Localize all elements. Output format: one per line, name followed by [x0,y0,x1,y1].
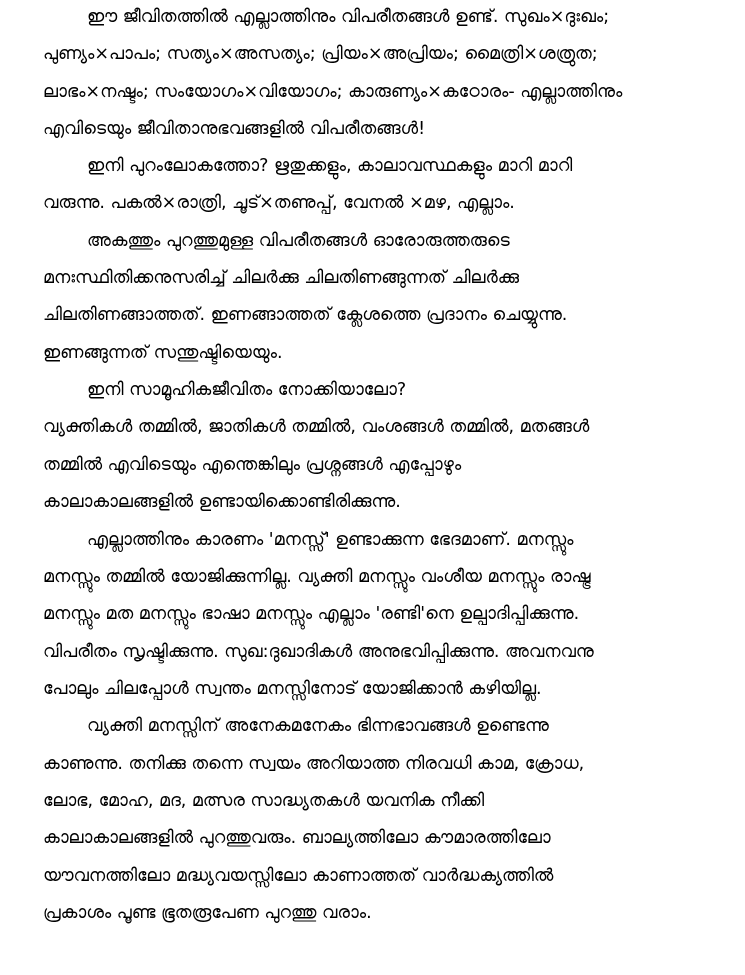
paragraph-7-line-4: കാലാകാലങ്ങളിൽ പുറത്തുവരും. ബാല്യത്തിലോ കൗമാരത്തിലോ [43,828,551,848]
paragraph-3-line-3: ചിലതിണങ്ങാത്തത്. ഇണങ്ങാത്തത് ക്ലേശത്തെ പ്രദാനം ചെയ്യുന്നു. [43,305,568,325]
paragraph-1-line-4: എവിടെയും ജീവിതാനുഭവങ്ങളിൽ വിപരീതങ്ങൾ! [43,119,426,139]
paragraph-7-line-6: പ്രകാശം പൂണ്ട ഭൂതരൂപേണ പുറത്തു വരാം. [43,903,372,923]
paragraph-3-line-4: ഇണങ്ങുന്നത് സന്തുഷ്ടിയെയും. [43,343,283,363]
paragraph-1-line-1: ഈ ജീവിതത്തിൽ എല്ലാത്തിനും വിപരീതങ്ങൾ ഉണ്ട്. സുഖം×ദുഃഖം; [87,7,610,27]
paragraph-7-line-5: യൗവനത്തിലോ മദ്ധ്യവയസ്സിലോ കാണാത്തത് വാർദ്ധക്യത്തിൽ [43,866,554,886]
paragraph-5-line-3: കാലാകാലങ്ങളിൽ ഉണ്ടായിക്കൊണ്ടിരിക്കുന്നു. [43,492,401,512]
paragraph-6-line-2: മനസ്സും തമ്മിൽ യോജിക്കുന്നില്ല. വ്യക്തി മനസ്സും വംശീയ മനസ്സും രാഷ്ട്ര [43,567,591,587]
paragraph-6-line-3: മനസ്സും മത മനസ്സും ഭാഷാ മനസ്സും എല്ലാം 'രണ്ടി'നെ ഉല്പാദിപ്പിക്കുന്നു. [43,604,580,624]
paragraph-4-line-1: ഇനി സാമൂഹികജീവിതം നോക്കിയാലോ? [87,380,407,400]
paragraph-2-line-1: ഇനി പുറംലോകത്തോ? ഋതുക്കളും, കാലാവസ്ഥകളും മാറി മാറി [87,156,573,176]
paragraph-1-line-3: ലാഭം×നഷ്ടം; സംയോഗം×വിയോഗം; കാരുണ്യം×കഠോരം- എല്ലാത്തിനും [43,82,623,102]
paragraph-2-line-2: വരുന്നു. പകൽ×രാത്രി, ചൂട്×തണുപ്പ്, വേനൽ ×മഴ, എല്ലാം. [43,193,515,213]
paragraph-6-line-1: എല്ലാത്തിനും കാരണം 'മനസ്സ്' ഉണ്ടാക്കുന്ന ഭേദമാണ്. മനസ്സും [87,530,574,550]
paragraph-5-line-2: തമ്മിൽ എവിടെയും എന്തെങ്കിലും പ്രശ്നങ്ങൾ എപ്പോഴും [43,455,462,475]
paragraph-6-line-5: പോലും ചിലപ്പോൾ സ്വന്തം മനസ്സിനോട് യോജിക്കാൻ കഴിയില്ല. [43,679,542,699]
paragraph-3-line-2: മനഃസ്ഥിതിക്കനുസരിച്ച് ചിലർക്കു ചിലതിണങ്ങുന്നത് ചിലർക്കു [43,268,520,288]
paragraph-6-line-4: വിപരീതം സൃഷ്ടിക്കുന്നു. സുഖ:ദുഖാദികൾ അനുഭവിപ്പിക്കുന്നു. അവനവനു [43,642,594,662]
paragraph-5-line-1: വ്യക്തികൾ തമ്മിൽ, ജാതികൾ തമ്മിൽ, വംശങ്ങൾ തമ്മിൽ, മതങ്ങൾ [43,417,590,437]
paragraph-3-line-1: അകത്തും പുറത്തുമുള്ള വിപരീതങ്ങൾ ഓരോരുത്തരുടെ [87,231,510,251]
paragraph-7-line-1: വ്യക്തി മനസ്സിന് അനേകമനേകം ഭിന്നഭാവങ്ങൾ ഉണ്ടെന്നു [87,716,549,736]
paragraph-1-line-2: പുണ്യം×പാപം; സത്യം×അസത്യം; പ്രിയം×അപ്രിയം; മൈത്രി×ശത്രുത; [43,44,598,64]
paragraph-7-line-3: ലോഭ, മോഹ, മദ, മത്സര സാദ്ധ്യതകൾ യവനിക നീക്കി [43,791,485,811]
paragraph-7-line-2: കാണുന്നു. തനിക്കു തന്നെ സ്വയം അറിയാത്ത നിരവധി കാമ, ക്രോധ, [43,754,585,774]
